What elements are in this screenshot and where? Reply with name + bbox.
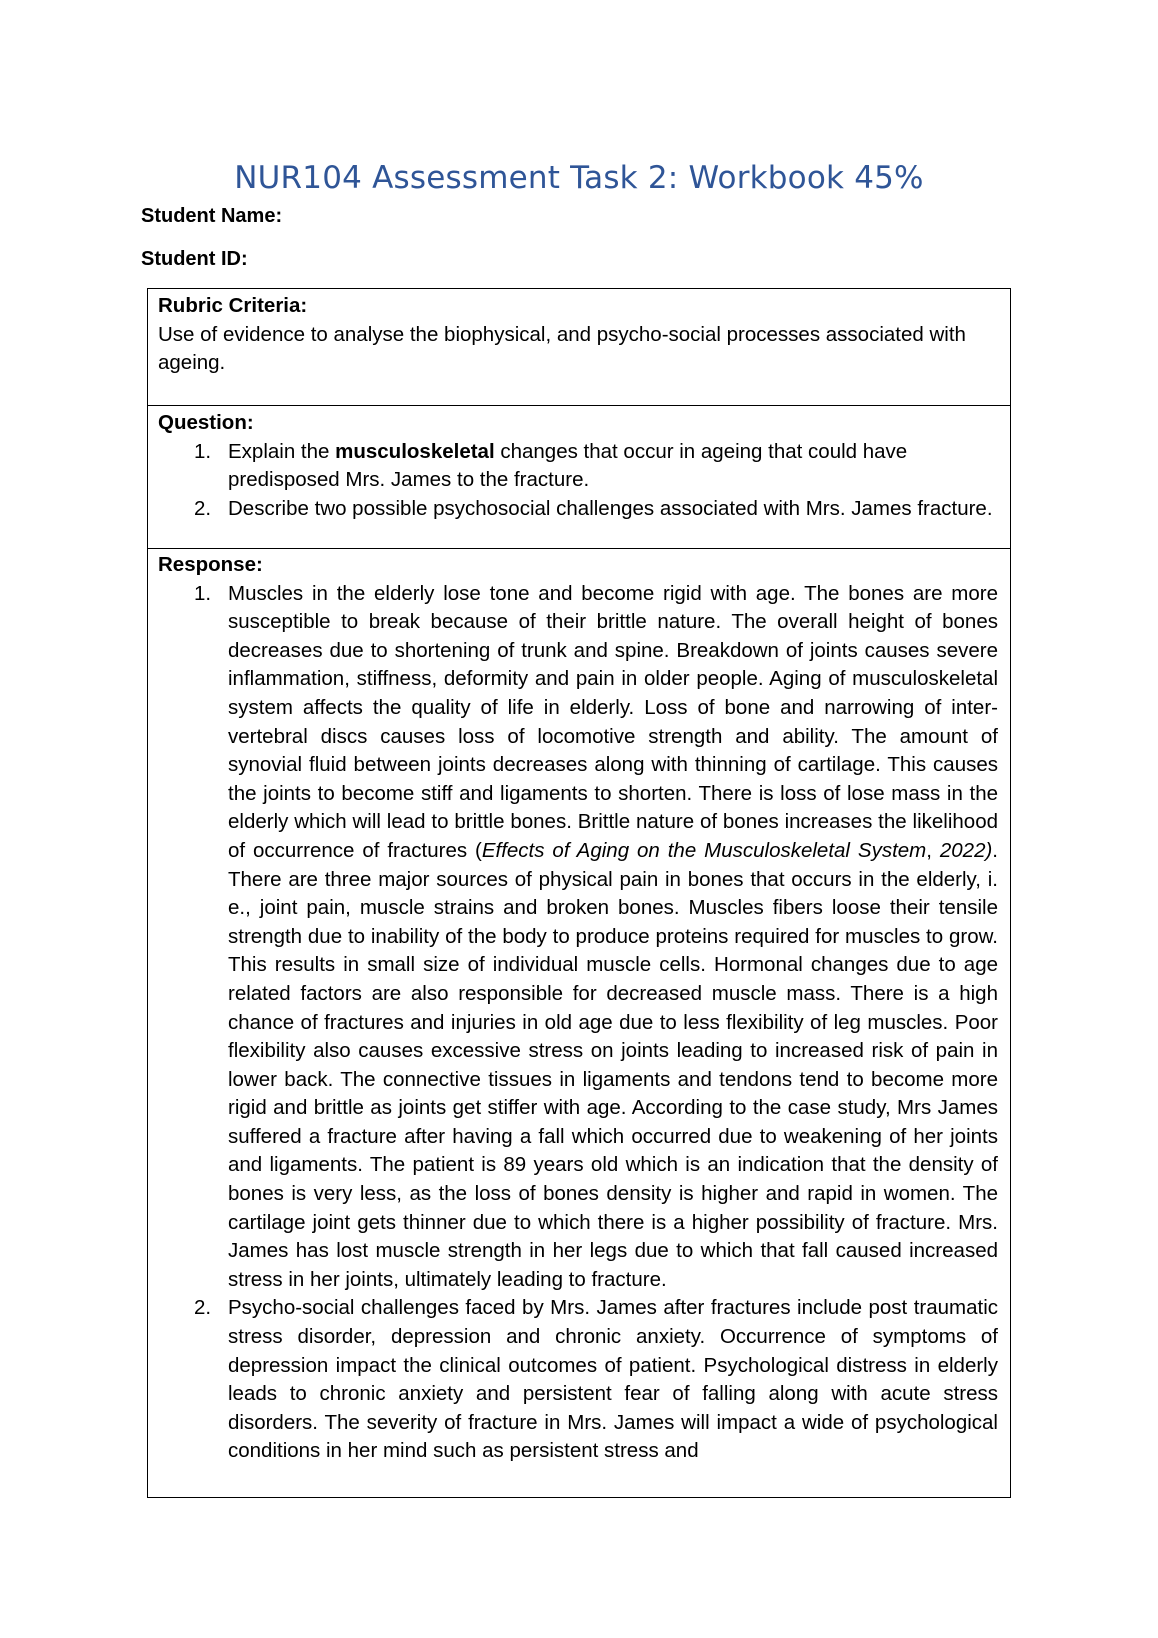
rubric-criteria-text: Use of evidence to analyse the biophysical, and psycho-social processes associated with ageing. — [158, 322, 966, 375]
list-number: 1. — [194, 439, 212, 463]
question-text: Describe two possible psychosocial challenges associated with Mrs. James fracture. — [228, 496, 993, 520]
question-cell — [148, 406, 1010, 549]
list-number: 2. — [194, 496, 212, 520]
list-number: 2. — [194, 1296, 212, 1320]
student-name-label: Student Name: — [141, 205, 283, 227]
list-item — [158, 495, 998, 524]
page-title: NUR104 Assessment Task 2: Workbook 45% — [234, 160, 924, 196]
response-heading: Response: — [158, 553, 263, 576]
question-heading: Question: — [158, 411, 254, 434]
response-cell — [148, 549, 1010, 1497]
rubric-criteria-heading: Rubric Criteria: — [158, 294, 308, 317]
student-id-label: Student ID: — [141, 248, 248, 270]
question-keyword: musculoskeletal — [335, 439, 495, 463]
rubric-criteria-cell — [148, 289, 1010, 406]
response-text: Psycho-social challenges faced by Mrs. James after fractures include post traumatic stress disorder, depression and chronic anxiety. Occurrence of symptoms of depression impact the clinical outcomes of patient. Psychological distress in elderly leads to chronic anxiety and persistent fear of falling along with acute stress disorders. The severity of fracture in Mrs. James will impact a wide of psychological conditions in her mind such as persistent stress and — [228, 1296, 998, 1463]
list-item — [158, 580, 998, 1295]
question-text: changes that occur in ageing that could have predisposed Mrs. James to the fracture. — [228, 439, 908, 492]
citation-year: 2022) — [939, 838, 993, 862]
response-list — [158, 580, 998, 1466]
response-text: Muscles in the elderly lose tone and become rigid with age. The bones are more susceptible to break because of their brittle nature. The overall height of bones decreases due to shortening of trunk and spine. Breakdown of joints causes severe inflammation, stiffness, deformity and pain in older people. Aging of musculoskeletal system affects the quality of life in elderly. Loss of bone and narrowing of inter-vertebral discs causes loss of locomotive strength and ability. The amount of synovial fluid between joints decreases along with thinning of cartilage. This causes the joints to become stiff and ligaments to shorten. There is loss of lose mass in the elderly which will lead to brittle bones. Brittle nature of bones increases the likelihood of occurrence of fractures ( — [228, 581, 998, 862]
rubric-table — [147, 288, 1011, 1498]
response-text: . There are three major sources of physical pain in bones that occurs in the elderly, i. e., joint pain, muscle strains and broken bones. Muscles fibers loose their tensile strength due to inability of the body to produce proteins required for muscles to grow. This results in small size of individual muscle cells. Hormonal changes due to age related factors are also responsible for decreased muscle mass. There is a high chance of fractures and injuries in old age due to less flexibility of leg muscles. Poor flexibility also causes excessive stress on joints leading to increased risk of pain in lower back. The connective tissues in ligaments and tendons tend to become more rigid and brittle as joints get stiffer with age. According to the case study, Mrs James suffered a fracture after having a fall which occurred due to weakening of her joints and ligaments. The patient is 89 years old which is an indication that the density of bones is very less, as the loss of bones density is higher and rapid in women. The cartilage joint gets thinner due to which there is a higher possibility of fracture. Mrs. James has lost muscle strength in her legs due to which that fall caused increased stress in her joints, ultimately leading to fracture. — [228, 838, 998, 1291]
citation-separator: , — [926, 838, 940, 862]
question-text: Explain the — [228, 439, 336, 463]
list-item — [158, 438, 998, 495]
question-list — [158, 438, 998, 524]
list-number: 1. — [194, 581, 212, 605]
list-item — [158, 1294, 998, 1466]
citation-title: Effects of Aging on the Musculoskeletal System — [481, 838, 927, 862]
